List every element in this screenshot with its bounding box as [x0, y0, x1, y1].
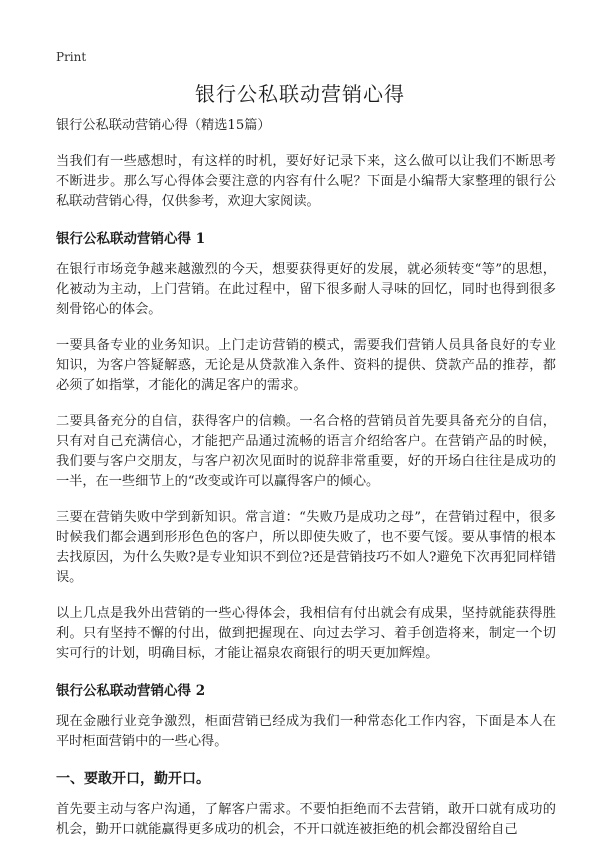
paragraph: 以上几点是我外出营销的一些心得体会，我相信有付出就会有成果，坚持就能获得胜利。只有坚持不懈的付出，做到把握现在、向过去学习、着手创造将来，制定一个切实可行的计划，明确目标，才能让福泉农商银行的明天更加辉煌。	[56, 606, 556, 661]
document-body	[56, 116, 556, 856]
document-title: 银行公私联动营销心得	[195, 82, 405, 106]
paragraph: 一要具备专业的业务知识。上门走访营销的模式，需要我们营销人员具备良好的专业知识，为客户答疑解惑，无论是从贷款准入条件、资料的提供、贷款产品的推荐，都必须了如指掌，才能化的满足客户的需求。	[56, 338, 556, 393]
paragraph: 在银行市场竞争越来越激烈的今天，想要获得更好的发展，就必须转变“等”的思想，化被动为主动，上门营销。在此过程中，留下很多耐人寻味的回忆，同时也得到很多刻骨铭心的体会。	[56, 262, 556, 317]
paragraph: 三要在营销失败中学到新知识。常言道：“失败乃是成功之母”，在营销过程中，很多时候我们都会遇到形形色色的客户，所以即使失败了，也不要气馁。要从事情的根本去找原因，为什么失败?是专业知识不到位?还是营销技巧不如人?避免下次再犯同样错误。	[56, 510, 556, 585]
section-heading: 银行公私联动营销心得 2	[56, 683, 206, 699]
sub-heading: 一、要敢开口，勤开口。	[56, 771, 210, 787]
paragraph: 二要具备充分的自信，获得客户的信赖。一名合格的营销员首先要具备充分的自信，只有对自己充满信心，才能把产品通过流畅的语言介绍给客户。在营销产品的时候，我们要与客户交朋友，与客户初次见面时的说辞非常重要，好的开场白往往是成功的一半，在一些细节上的“改变或许可以赢得客户的倾心。	[56, 414, 556, 489]
subtitle: 银行公私联动营销心得（精选15篇）	[56, 118, 271, 133]
paragraph: 首先要主动与客户沟通，了解客户需求。不要怕拒绝而不去营销，敢开口就有成功的机会，勤开口就能赢得更多成功的机会，不开口就连被拒绝的机会都没留给自己	[56, 802, 556, 837]
intro-paragraph: 当我们有一些感想时，有这样的时机，要好好记录下来，这么做可以让我们不断思考不断进步。那么写心得体会要注意的内容有什么呢？下面是小编帮大家整理的银行公私联动营销心得，仅供参考，欢迎大家阅读。	[56, 154, 556, 209]
section-heading: 银行公私联动营销心得 1	[56, 231, 206, 247]
paragraph: 现在金融行业竞争激烈，柜面营销已经成为我们一种常态化工作内容，下面是本人在平时柜面营销中的一些心得。	[56, 714, 556, 749]
print-label[interactable]: Print	[56, 50, 87, 64]
